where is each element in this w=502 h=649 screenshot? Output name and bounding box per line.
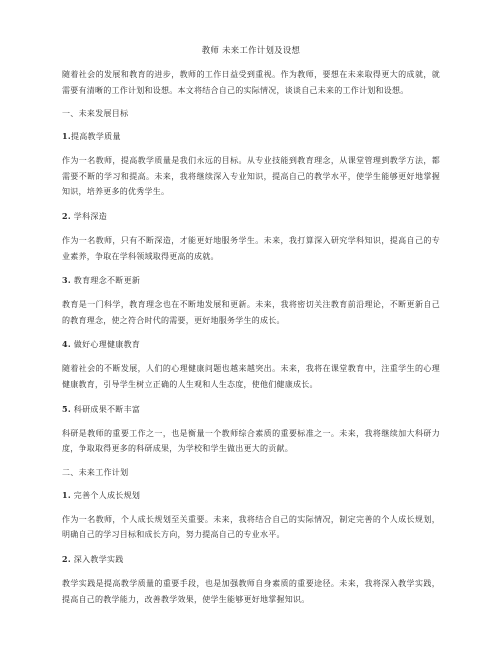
section-heading: 一、未来发展目标 <box>62 109 129 119</box>
subsection-title: 完善个人成长规划 <box>73 490 141 500</box>
section-heading: 二、未来工作计划 <box>62 467 129 477</box>
subsection-title: 深入教学实践 <box>73 554 124 564</box>
subsection-paragraph: 随着社会的不断发展，人们的心理健康问题也越来越突出。未来，我将在课堂教育中，注重学生的心理健康教育，引导学生树立正确的人生观和人生态度，使他们健康成长。 <box>62 364 440 389</box>
subsection-number: 3. <box>62 275 71 286</box>
subsection-paragraph: 科研是教师的重要工作之一，也是衡量一个教师综合素质的重要标准之一。未来，我将继续加大科研力度，争取取得更多的科研成果，为学校和学生做出更大的贡献。 <box>62 428 440 454</box>
subsection-title: 教育理念不断更新 <box>73 276 141 286</box>
subsection-heading <box>62 489 440 502</box>
subsection-number: 1. <box>62 489 71 500</box>
document-body <box>62 67 440 617</box>
intro-paragraph: 随着社会的发展和教育的进步，教师的工作日益受到重视。作为教师，要想在未来取得更大的成就，就需要有清晰的工作计划和设想。本文将结合自己的实际情况，谈谈自己未来的工作计划和设想。 <box>62 70 440 95</box>
subsection-paragraph: 作为一名教师，提高教学质量是我们永远的目标。从专业技能到教育理念，从课堂管理到教学方法，都需要不断的学习和提高。未来，我将继续深入专业知识，提高自己的教学水平，使学生能够更好地掌握知识，培养更多的优秀学生。 <box>62 156 440 197</box>
subsection-title: 科研成果不断丰富 <box>73 404 141 414</box>
subsection-title: 做好心理健康教育 <box>73 340 141 350</box>
subsection-heading <box>62 403 440 416</box>
subsection-heading <box>62 553 440 566</box>
document-title: 教师 未来工作计划及设想 <box>201 45 301 55</box>
subsection-heading <box>62 210 440 223</box>
subsection-paragraph: 教育是一门科学，教育理念也在不断地发展和更新。未来，我将密切关注教育前沿理论，不断更新自己的教育理念，使之符合时代的需要，更好地服务学生的成长。 <box>62 300 440 325</box>
subsection-heading <box>62 274 440 287</box>
subsection-paragraph: 作为一名教师，个人成长规划至关重要。未来，我将结合自己的实际情况，制定完善的个人成长规划，明确自己的学习目标和成长方向，努力提高自己的专业水平。 <box>62 514 440 540</box>
subsection-title: 提高教学质量 <box>70 132 121 142</box>
subsection-heading <box>62 338 440 351</box>
subsection-paragraph: 作为一名教师，只有不断深造，才能更好地服务学生。未来，我打算深入研究学科知识，提高自己的专业素养，争取在学科领域取得更高的成就。 <box>62 235 440 261</box>
subsection-number: 1. <box>62 131 71 142</box>
subsection-number: 5. <box>62 403 71 414</box>
subsection-heading <box>62 130 440 143</box>
subsection-paragraph: 教学实践是提高教学质量的重要手段，也是加强教师自身素质的重要途径。未来，我将深入教学实践，提高自己的教学能力，改善教学效果，使学生能够更好地掌握知识。 <box>62 578 440 604</box>
subsection-title: 学科深造 <box>73 211 107 221</box>
subsection-number: 2. <box>62 553 71 564</box>
subsection-number: 2. <box>62 210 71 221</box>
subsection-number: 4. <box>62 339 71 350</box>
